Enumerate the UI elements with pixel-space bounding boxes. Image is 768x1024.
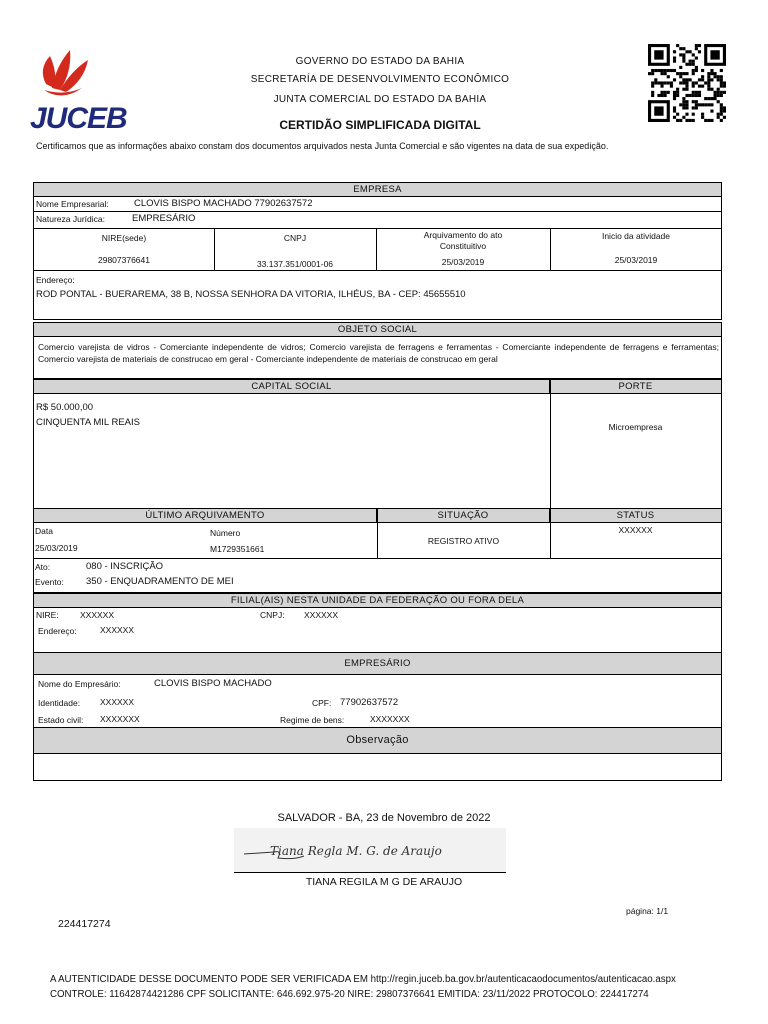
- empresario-section: [33, 652, 722, 728]
- observacao-header: Observação: [34, 728, 721, 754]
- porte-header: PORTE: [550, 380, 721, 394]
- juceb-logo: [28, 44, 127, 136]
- estado-civil-label: Estado civil:: [38, 715, 84, 725]
- filial-cnpj-label: CNPJ:: [260, 610, 285, 620]
- intro-text: Certificamos que as informações abaixo constam dos documentos arquivados nesta Junta Comercial e são vigentes na data de sua expedição.: [36, 141, 609, 151]
- signer-name: TIANA REGILA M G DE ARAUJO: [305, 876, 463, 888]
- ultimo-arquivamento-header: ÚLTIMO ARQUIVAMENTO: [34, 509, 377, 523]
- objeto-social-text: Comercio varejista de vidros - Comerciante independente de vidros; Comercio varejista de ferragens e ferramentas - Comerciante independente de ferragens e ferramentas; Comercio varejista de materiais de construcao em geral - Comerciante independente de materiais de construcao em geral: [38, 342, 719, 364]
- capital-extenso: CINQUENTA MIL REAIS: [36, 417, 140, 428]
- document-title: CERTIDÃO SIMPLIFICADA DIGITAL: [279, 118, 481, 132]
- empresario-nome-label: Nome do Empresário:: [38, 679, 121, 689]
- signature-line: [234, 872, 506, 873]
- capital-social-header: CAPITAL SOCIAL: [34, 380, 550, 394]
- endereco-label: Endereço:: [36, 275, 75, 285]
- nome-empresarial-value: CLOVIS BISPO MACHADO 77902637572: [134, 198, 313, 209]
- cpf-value: 77902637572: [340, 697, 399, 708]
- porte-value: Microempresa: [608, 422, 663, 432]
- arquivamento-label-1: Arquivamento do ato: [423, 230, 503, 240]
- empresario-nome-value: CLOVIS BISPO MACHADO: [154, 678, 272, 689]
- empresa-header: EMPRESA: [34, 183, 721, 197]
- header-line-3: JUNTA COMERCIAL DO ESTADO DA BAHIA: [273, 94, 487, 105]
- filial-section: [33, 593, 722, 653]
- regime-bens-value: XXXXXXX: [370, 714, 410, 724]
- qr-code-icon: [648, 44, 726, 124]
- nire-label: NIRE(sede): [101, 233, 147, 243]
- objeto-social-header: OBJETO SOCIAL: [34, 323, 721, 337]
- ultimo-arquivamento-section: [33, 508, 722, 559]
- evento-value: 350 - ENQUADRAMENTO DE MEI: [86, 576, 234, 587]
- numero-label: Número: [210, 528, 241, 538]
- identidade-value: XXXXXX: [100, 697, 135, 707]
- evento-label: Evento:: [35, 577, 64, 587]
- status-value: XXXXXX: [618, 525, 653, 535]
- authenticity-line: A AUTENTICIDADE DESSE DOCUMENTO PODE SER VERIFICADA EM http://regin.juceb.ba.gov.br/autenticacaodocumentos/autenticacao.aspx: [50, 974, 676, 985]
- natureza-juridica-value: EMPRESÁRIO: [132, 213, 196, 224]
- identidade-label: Identidade:: [38, 698, 81, 708]
- capital-value: R$ 50.000,00: [36, 402, 94, 413]
- empresario-header: EMPRESÁRIO: [34, 653, 721, 675]
- control-line: CONTROLE: 11642874421286 CPF SOLICITANTE: 646.692.975-20 NIRE: 29807376641 EMITIDA: 23/11/2022 PROTOCOLO: 224417274: [50, 989, 649, 1000]
- filial-endereco-value: XXXXXX: [100, 625, 135, 635]
- filial-nire-label: NIRE:: [36, 610, 59, 620]
- header-line-1: GOVERNO DO ESTADO DA BAHIA: [295, 56, 465, 67]
- capital-social-section: [33, 379, 722, 509]
- arquivamento-label-2: Constituitivo: [439, 241, 487, 251]
- observacao-section: [33, 727, 722, 781]
- ato-value: 080 - INSCRIÇÃO: [86, 561, 164, 572]
- data-label: Data: [35, 526, 53, 536]
- logo-text: JUCEB: [30, 102, 127, 135]
- logo-emblem-icon: [36, 44, 96, 104]
- objeto-social-section: [33, 322, 722, 379]
- protocol-number: 224417274: [58, 918, 111, 930]
- cnpj-label: CNPJ: [283, 233, 307, 243]
- empresa-section: [33, 182, 722, 320]
- place-date: SALVADOR - BA, 23 de Novembro de 2022: [277, 812, 491, 824]
- filial-nire-value: XXXXXX: [80, 610, 115, 620]
- signature-script: Tiana Regla M. G. de Araujo: [270, 844, 442, 858]
- situacao-value: REGISTRO ATIVO: [427, 536, 500, 546]
- filial-endereco-label: Endereço:: [38, 626, 77, 636]
- filial-cnpj-value: XXXXXX: [304, 610, 339, 620]
- estado-civil-value: XXXXXXX: [100, 714, 140, 724]
- data-value: 25/03/2019: [35, 543, 78, 553]
- ato-evento-section: [33, 558, 722, 593]
- arquivamento-value: 25/03/2019: [441, 257, 485, 267]
- endereco-value: ROD PONTAL - BUERAREMA, 38 B, NOSSA SENHORA DA VITORIA, ILHÉUS, BA - CEP: 45655510: [36, 289, 466, 300]
- nome-empresarial-label: Nome Empresarial:: [36, 199, 109, 209]
- status-header: STATUS: [550, 509, 721, 523]
- filial-header: FILIAL(AIS) NESTA UNIDADE DA FEDERAÇÃO OU FORA DELA: [34, 594, 721, 608]
- cpf-label: CPF:: [312, 698, 332, 708]
- cnpj-value: 33.137.351/0001-06: [256, 259, 334, 269]
- header-line-2: SECRETARÍA DE DESENVOLVIMENTO ECONÔMICO: [250, 74, 510, 85]
- page-number: página: 1/1: [626, 906, 669, 916]
- inicio-atividade-value: 25/03/2019: [614, 255, 658, 265]
- inicio-atividade-label: Inicio da atividade: [601, 231, 671, 241]
- numero-value: M1729351661: [210, 544, 265, 554]
- natureza-juridica-label: Natureza Jurídica:: [36, 214, 105, 224]
- nire-value: 29807376641: [97, 255, 150, 265]
- situacao-header: SITUAÇÃO: [377, 509, 550, 523]
- signature-image: [234, 828, 506, 872]
- ato-label: Ato:: [35, 562, 51, 572]
- regime-bens-label: Regime de bens:: [280, 715, 345, 725]
